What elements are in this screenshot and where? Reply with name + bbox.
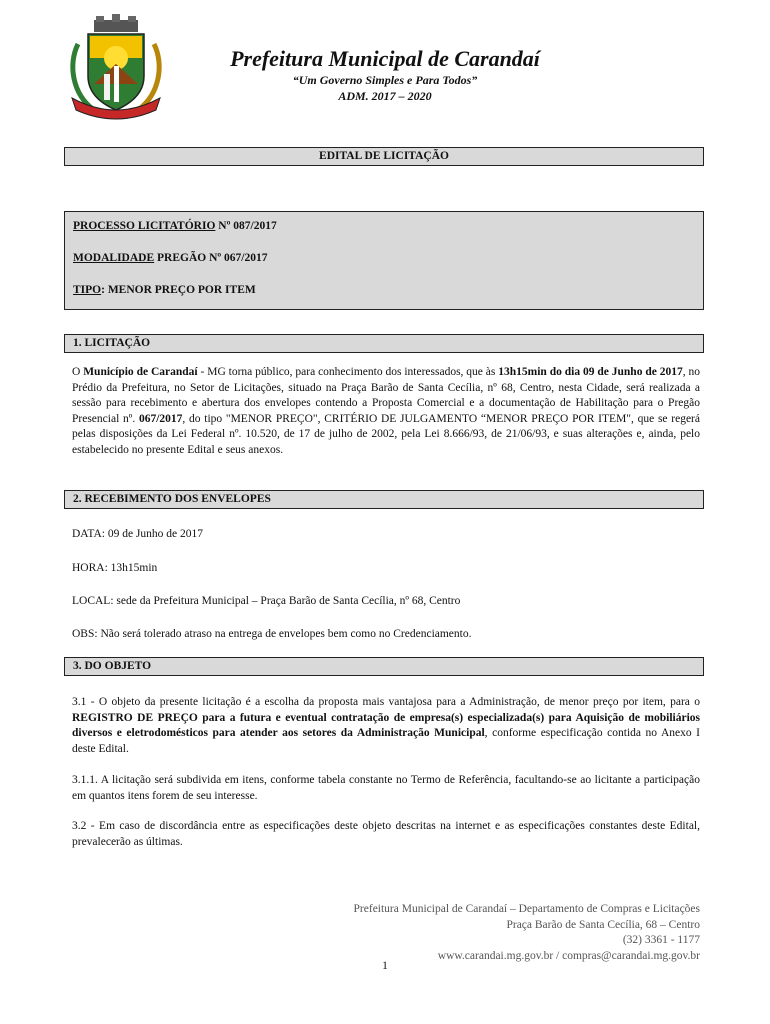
footer-phone: (32) 3361 - 1177 [622,934,700,946]
municipality-name: Município de Carandaí [83,366,198,378]
footer-address: Praça Barão de Santa Cecília, 68 – Centro [506,918,700,931]
pregao-number: 067/2017 [138,412,183,425]
tipo-label: TIPO [73,284,102,296]
section-3-2-paragraph [72,819,700,850]
section-1-heading-box [64,334,704,353]
processo-value: Nº 087/2017 [215,220,277,232]
footer-contacts: www.carandai.mg.gov.br / compras@carandai.mg.gov.br [437,949,700,962]
administration-period: ADM. 2017 – 2020 [338,89,432,103]
section-2-heading-box [64,490,704,509]
page-number: 1 [382,960,388,972]
reception-location: LOCAL: sede da Prefeitura Municipal – Praça Barão de Santa Cecília, nº 68, Centro [72,595,461,607]
footer-department: Prefeitura Municipal de Carandaí – Departamento de Compras e Licitações [353,903,700,915]
object-description: REGISTRO DE PREÇO para a futura e eventual contratação de empresa(s) especializada(s) para Aquisição de mobiliários diversos e eletrodomésticos para atender aos setores da Administração Municipal [72,711,700,740]
text: 3.2 - Em caso de discordância entre as especificações deste objeto descritas na internet e as especificações constantes deste Edital, prevalecerão as últimas. [72,820,700,848]
edital-title: EDITAL DE LICITAÇÃO [319,150,449,162]
reception-time: HORA: 13h15min [72,562,158,574]
page-footer [354,902,700,964]
reception-note: OBS: Não será tolerado atraso na entrega de envelopes bem como no Credenciamento. [72,628,472,640]
text: 3.1.1. A licitação será subdivida em itens, conforme tabela constante no Termo de Referência, facultando-se ao licitante a participação em quantos itens forem de seu interesse. [72,774,700,802]
tipo-line [73,282,695,298]
edital-title-box [64,147,704,166]
text: , no Prédio da Prefeitura, no Setor de Licitações, situado na Praça Barão de Santa Cecília, nº 68, Centro, nesta Cidade, será realizada a sessão para recebimento e abertura dos envelopes contendo a Proposta Comercial e a documentação de Habilitação para o Pregão Presencial nº. [72,366,700,425]
modalidade-value: PREGÃO Nº 067/2017 [154,252,268,264]
section-3-1-paragraph [72,695,700,757]
processo-line [73,218,695,234]
section-1-heading: 1. LICITAÇÃO [73,337,151,349]
text: , conforme especificação contida no Anexo I deste Edital. [72,727,700,755]
section-3-heading-box [64,657,704,676]
section-2-heading: 2. RECEBIMENTO DOS ENVELOPES [73,493,271,505]
coat-of-arms-logo [64,14,168,120]
tipo-value: : MENOR PREÇO POR ITEM [101,284,256,296]
modalidade-label: MODALIDADE [73,252,155,264]
section-3-heading: 3. DO OBJETO [73,660,152,672]
modalidade-line [73,250,695,266]
motto: “Um Governo Simples e Para Todos” [292,73,478,87]
text: - MG torna público, para conhecimento dos interessados, que às [197,366,499,378]
section-1-paragraph [72,365,700,459]
text: O [72,366,84,378]
municipality-title: Prefeitura Municipal de Carandaí [230,46,540,71]
text: 3.1 - O objeto da presente licitação é a escolha da proposta mais vantajosa para a Administração, de menor preço por item, para o [72,696,700,708]
processo-label: PROCESSO LICITATÓRIO [73,220,216,232]
session-datetime: 13h15min do dia 09 de Junho de 2017 [498,366,683,378]
section-3-1-1-paragraph [72,773,700,804]
text: , do tipo "MENOR PREÇO", CRITÉRIO DE JULGAMENTO “MENOR PREÇO POR ITEM", que se regerá pelas disposições da Lei Federal nº. 10.520, de 17 de julho de 2002, pela Lei 8.666/93, de 21/06/93, e suas alterações e, ainda, pelo estabelecido no presente Edital e seus anexos. [72,412,700,456]
reception-date: DATA: 09 de Junho de 2017 [72,528,203,540]
document-header [180,46,590,104]
process-info-box [64,211,704,310]
